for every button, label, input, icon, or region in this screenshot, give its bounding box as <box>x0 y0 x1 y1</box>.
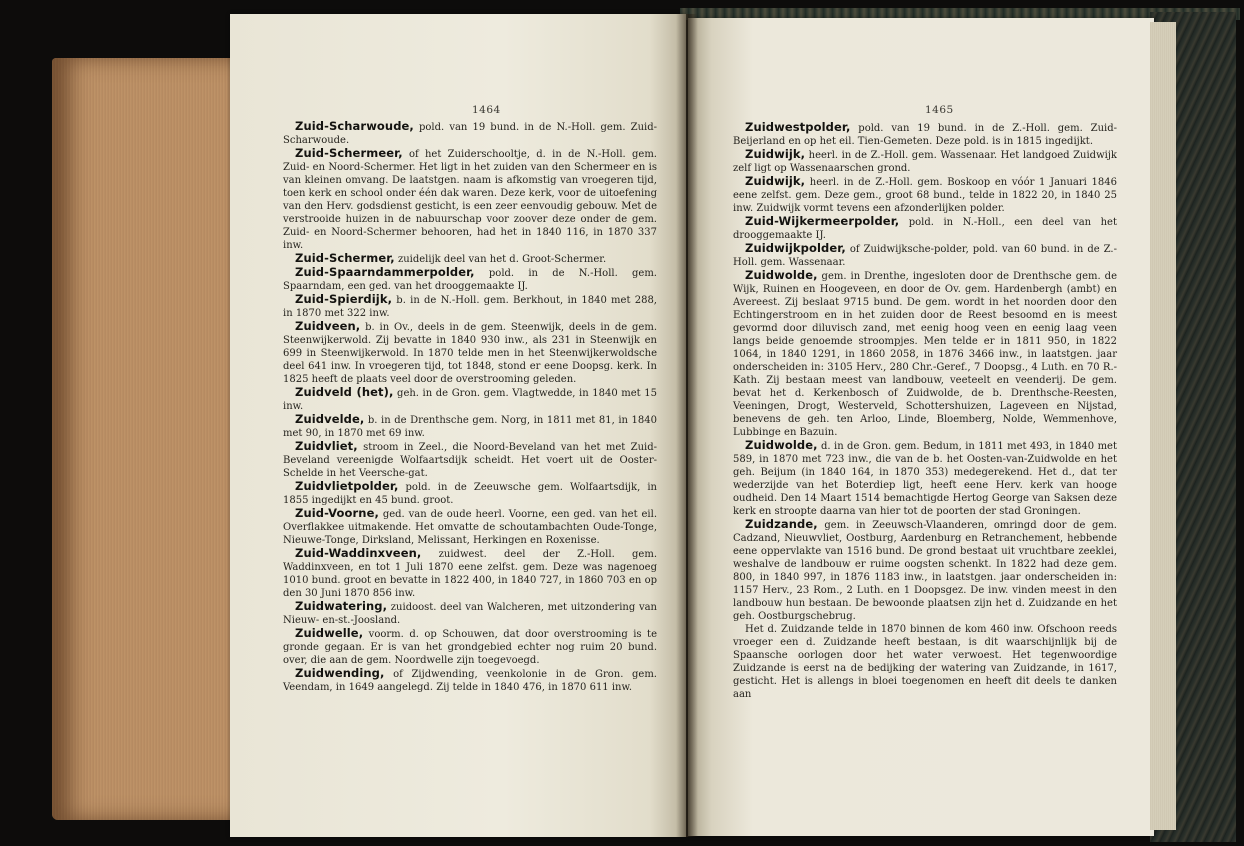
entry-text: pold. van 19 bund. in de N.-Holl. gem. Zuid-Scharwoude. <box>283 122 657 146</box>
entry-text: of Zuidwijksche-polder, pold. van 60 bund. in de Z.-Holl. gem. Wassenaar. <box>733 244 1117 268</box>
entry-headword: Zuid-Schermer, <box>295 251 395 265</box>
dictionary-entry <box>283 547 657 600</box>
right-page-text-column <box>733 121 1117 701</box>
dictionary-entry <box>283 627 657 667</box>
entry-headword: Zuidvelde, <box>295 412 365 426</box>
page-block-right-edge <box>1150 22 1176 830</box>
dictionary-entry <box>733 439 1117 518</box>
dictionary-entry <box>733 269 1117 439</box>
dictionary-entry <box>283 293 657 320</box>
dictionary-entry <box>283 320 657 386</box>
entry-text: pold. van 19 bund. in de Z.-Holl. gem. Zuid-Beijerland en op het eil. Tien-Gemeten. Deze pold. is in 1815 ingedijkt. <box>733 123 1117 147</box>
dictionary-entry <box>733 148 1117 175</box>
entry-headword: Zuid-Schermeer, <box>295 146 403 160</box>
dictionary-entry <box>283 480 657 507</box>
entry-text: zuidoost. deel van Walcheren, met uitzondering van Nieuw- en-st.-Joosland. <box>283 602 657 626</box>
entry-text: of Zijdwending, veenkolonie in de Gron. gem. Veendam, in 1649 aangelegd. Zij telde in 1840 476, in 1870 611 inw. <box>283 669 657 693</box>
dictionary-entry <box>733 215 1117 242</box>
entry-text: d. in de Gron. gem. Bedum, in 1811 met 493, in 1840 met 589, in 1870 met 723 inw., die van de b. het Oosten-van-Zuidwolde en het geh. Beijum (in 1840 164, in 1870 353) medegerekend. Het d., dat ter wederzijde van het Boterdiep ligt, heeft eene Herv. kerk van hooge oudheid. Den 14 Maart 1514 bemachtigde Hertog George van Saksen deze kerk en stroopte daarna van hier tot de poorten der stad Groningen. <box>733 441 1117 517</box>
entry-headword: Zuid-Voorne, <box>295 506 379 520</box>
entry-text: of het Zuiderschooltje, d. in de N.-Holl. gem. Zuid- en Noord-Schermer. Het ligt in het zuiden van den Schermeer en is van kleinen omvang. De laatstgen. naam is afkomstig van vroegeren tijd, toen kerk en school onder één dak waren. Deze kerk, voor de uitoefening van den Herv. godsdienst gesticht, is een zeer eenvoudig gebouw. Met de verstrooide huizen in de nabuurschap voor zoover deze onder de gem. Zuid- en Noord-Schermer behooren, had het in 1840 116, in 1870 337 inw. <box>283 149 657 251</box>
entry-text: stroom in Zeel., die Noord-Beveland van het met Zuid-Beveland vereenigde Wolfaartsdijk scheidt. Het voert uit de Ooster-Schelde in het Veersche-gat. <box>283 442 657 479</box>
entry-headword: Zuid-Waddinxveen, <box>295 546 422 560</box>
entry-headword: Zuidvliet, <box>295 439 358 453</box>
entry-headword: Zuidzande, <box>745 517 818 531</box>
entry-text: pold. in de Zeeuwsche gem. Wolfaartsdijk, in 1855 ingedijkt en 45 bund. groot. <box>283 482 657 506</box>
entry-text: zuidelijk deel van het d. Groot-Schermer. <box>394 254 607 265</box>
dictionary-entry <box>283 252 657 266</box>
entry-headword: Zuidwijk, <box>745 174 806 188</box>
entry-headword: Zuidveld (het), <box>295 385 394 399</box>
entry-headword: Zuid-Spaarndammerpolder, <box>295 265 475 279</box>
dictionary-entry <box>283 386 657 413</box>
right-page-number: 1465 <box>925 104 954 116</box>
entry-headword: Zuidwending, <box>295 666 385 680</box>
dictionary-entry <box>733 623 1117 701</box>
entry-headword: Zuidveen, <box>295 319 361 333</box>
entry-text: gem. in Drenthe, ingesloten door de Drenthsche gem. de Wijk, Ruinen en Hoogeveen, en door de Ov. gem. Hardenbergh (ambt) en Avereest. Zij beslaat 9715 bund. De gem. wordt in het noorden door den Echtingerstroom en in het zuiden door de Reest besoomd en is meest gevormd door diluvisch zand, met eenig hoog veen en eenig laag veen langs beide genoemde stroompjes. Men telde er in 1811 950, in 1822 1064, in 1840 1291, in 1860 2058, in 1876 3466 inw., in laatstgen. jaar onderscheiden in: 3105 Herv., 280 Chr.-Geref., 7 Doopsg., 4 Luth. en 70 R.-Kath. Zij bestaan meest van landbouw, veeteelt en veenderij. De gem. bevat het d. Kerkenbosch of Zuidwolde, de b. Drenthsche-Reesten, Veeningen, Drogt, Westerveld, Schottershuizen, Lageveen en Nijstad, benevens de geh. ten Arloo, Linde, Bloemberg, Nolde, Wemmenhove, Lubbinge en Bazuin. <box>733 271 1117 438</box>
entry-text: Het d. Zuidzande telde in 1870 binnen de kom 460 inw. Ofschoon reeds vroeger een d. Zuidzande heeft bestaan, is dit waarschijnlijk bij de Spaansche oorlogen door het water verwoest. Het tegenwoordige Zuidzande is eerst na de bedijking der watering van Zuidzande, in 1617, gesticht. Het is allengs in bloei toegenomen en heeft dit deels te danken aan <box>733 624 1117 700</box>
entry-text: zuidwest. deel der Z.-Holl. gem. Waddinxveen, en tot 1 Juli 1870 eene zelfst. gem. Deze was nagenoeg 1010 bund. groot en bevatte in 1822 400, in 1840 727, in 1860 703 en op den 30 Juni 1870 856 inw. <box>283 549 657 599</box>
entry-text: ged. van de oude heerl. Voorne, een ged. van het eil. Overflakkee uitmakende. Het omvatte de schoutambachten Oude-Tonge, Nieuwe-Tonge, Dirksland, Melissant, Herkingen en Roxenisse. <box>283 509 657 546</box>
entry-text: b. in de N.-Holl. gem. Berkhout, in 1840 met 288, in 1870 met 322 inw. <box>283 295 657 319</box>
dictionary-entry <box>283 507 657 547</box>
entry-text: voorm. d. op Schouwen, dat door overstrooming is te gronde gegaan. Er is van het grondgebied echter nog ruim 20 bund. over, die aan de gem. Noordwelle zijn toegevoegd. <box>283 629 657 666</box>
page-block-left-edge <box>52 58 232 820</box>
entry-text: heerl. in de Z.-Holl. gem. Boskoop en vóór 1 Januari 1846 eene zelfst. gem. Deze gem., groot 68 bund., telde in 1822 20, in 1840 25 inw. Zuidwijk vormt tevens een afzonderlijken polder. <box>733 177 1117 214</box>
entry-text: pold. in N.-Holl., een deel van het drooggemaakte IJ. <box>733 217 1117 241</box>
entry-headword: Zuidwijk, <box>745 147 806 161</box>
dictionary-entry <box>283 120 657 147</box>
entry-text: geh. in de Gron. gem. Vlagtwedde, in 1840 met 15 inw. <box>283 388 657 412</box>
entry-headword: Zuid-Scharwoude, <box>295 119 414 133</box>
left-page-text-column <box>283 120 657 694</box>
entry-headword: Zuidwestpolder, <box>745 120 851 134</box>
entry-text: heerl. in de Z.-Holl. gem. Wassenaar. Het landgoed Zuidwijk zelf ligt op Wassenaarschen grond. <box>733 150 1117 174</box>
entry-text: gem. in Zeeuwsch-Vlaanderen, omringd door de gem. Cadzand, Nieuwvliet, Oostburg, Aardenburg en Retranchement, hebbende eene oppervlakte van 1516 bund. De grond bestaat uit vruchtbare zeeklei, weshalve de landbouw er ruime oogsten schenkt. In 1822 had deze gem. 800, in 1840 997, in 1876 1183 inw., in laatstgen. jaar onderscheiden in: 1157 Herv., 23 Rom., 2 Luth. en 1 Doopsgez. De inw. vinden meest in den landbouw hun bestaan. De bewoonde plaatsen zijn het d. Zuidzande en het geh. Oostburgschebrug. <box>733 520 1117 622</box>
entry-text: b. in Ov., deels in de gem. Steenwijk, deels in de gem. Steenwijkerwold. Zij bevatte in 1840 930 inw., als 231 in Steenwijk en 699 in Steenwijkerwold. In 1870 telde men in het Steenwijkerwoldsche deel 641 inw. In vroegeren tijd, tot 1848, stond er eene Doopsg. kerk. In 1825 heeft de plaats veel door de overstrooming geleden. <box>283 322 657 385</box>
left-page-number: 1464 <box>472 104 501 116</box>
book-gutter <box>676 14 698 837</box>
entry-headword: Zuidwelle, <box>295 626 364 640</box>
dictionary-entry <box>733 518 1117 623</box>
dictionary-entry <box>283 667 657 694</box>
dictionary-entry <box>283 600 657 627</box>
dictionary-entry <box>283 413 657 440</box>
dictionary-entry <box>283 440 657 480</box>
entry-headword: Zuid-Spierdijk, <box>295 292 393 306</box>
entry-headword: Zuidwijkpolder, <box>745 241 846 255</box>
entry-text: b. in de Drenthsche gem. Norg, in 1811 met 81, in 1840 met 90, in 1870 met 69 inw. <box>283 415 657 439</box>
entry-headword: Zuidwolde, <box>745 268 818 282</box>
dictionary-entry <box>733 175 1117 215</box>
entry-headword: Zuid-Wijkermeerpolder, <box>745 214 900 228</box>
entry-headword: Zuidwatering, <box>295 599 388 613</box>
entry-headword: Zuidwolde, <box>745 438 818 452</box>
dictionary-entry <box>733 121 1117 148</box>
entry-headword: Zuidvlietpolder, <box>295 479 399 493</box>
dictionary-entry <box>733 242 1117 269</box>
dictionary-entry <box>283 147 657 252</box>
entry-text: pold. in de N.-Holl. gem. Spaarndam, een ged. van het drooggemaakte IJ. <box>283 268 657 292</box>
dictionary-entry <box>283 266 657 293</box>
